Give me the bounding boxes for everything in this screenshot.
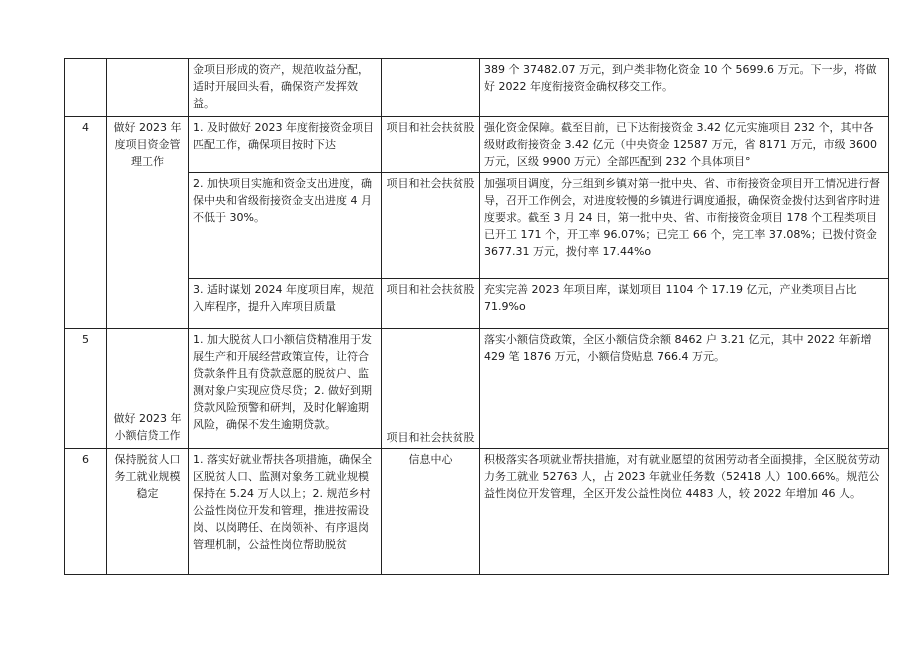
progress-cell: 积极落实各项就业帮扶措施，对有就业愿望的贫困劳动者全面摸排，全区脱贫劳动力务工就业 52763 人，占 2023 年就业任务数（52418 人）100.66%。规范公益性岗位开发管理，全区开发公益性岗位 4483 人，较 2022 年增加 46 人。 [480,449,889,575]
measure-cell: 金项目形成的资产，规范收益分配，适时开展回头看，确保资产发挥效益。 [189,59,382,117]
table-row [65,279,889,329]
task-name: 做好 2023 年小额信贷工作 [107,329,189,449]
measure-cell: 1. 加大脱贫人口小额信贷精准用于发展生产和开展经营政策宣传，让符合贷款条件且有贷款意愿的脱贫户、监测对象户实现应贷尽贷；2. 做好到期贷款风险预警和研判，及时化解逾期风险，确保不发生逾期贷款。 [189,329,382,449]
progress-cell: 落实小额信贷政策，全区小额信贷余额 8462 户 3.21 亿元，其中 2022 年新增 429 笔 1876 万元，小额信贷贴息 766.4 万元。 [480,329,889,449]
row-number: 4 [65,117,107,329]
table-row [65,449,889,575]
work-progress-table [64,58,889,575]
department-cell: 项目和社会扶贫股 [382,279,480,329]
task-cell [107,59,189,117]
department-cell: 项目和社会扶贫股 [382,329,480,449]
progress-cell: 389 个 37482.07 万元，到户类非物化资金 10 个 5699.6 万元。下一步，将做好 2022 年度衔接资金确权移交工作。 [480,59,889,117]
measure-cell: 2. 加快项目实施和资金支出进度，确保中央和省级衔接资金支出进度 4 月不低于 30%。 [189,173,382,279]
task-name: 做好 2023 年度项目资金管理工作 [107,117,189,329]
measure-cell: 1. 落实好就业帮扶各项措施，确保全区脱贫人口、监测对象务工就业规模保持在 5.24 万人以上；2. 规范乡村公益性岗位开发和管理，推进按需设岗、以岗聘任、在岗领补、有序退岗管理机制，公益性岗位帮助脱贫 [189,449,382,575]
table-row [65,329,889,449]
table-row [65,173,889,279]
department-cell [382,59,480,117]
table-row [65,117,889,173]
table-row [65,59,889,117]
row-number: 6 [65,449,107,575]
progress-cell: 加强项目调度，分三组到乡镇对第一批中央、省、市衔接资金项目开工情况进行督导，召开工作例会，对进度较慢的乡镇进行调度通报，确保资金拨付达到省序时进度要求。截至 3 月 24 日，第一批中央、省、市衔接资金项目 178 个工程类项目已开工 171 个，开工率 96.07%；已完工 66 个，完工率 37.08%；已拨付资金 3677.31 万元，拨付率 17.44%o [480,173,889,279]
department-cell: 项目和社会扶贫股 [382,117,480,173]
row-number: 5 [65,329,107,449]
department-cell: 信息中心 [382,449,480,575]
measure-cell: 1. 及时做好 2023 年度衔接资金项目匹配工作，确保项目按时下达 [189,117,382,173]
number-cell [65,59,107,117]
progress-cell: 充实完善 2023 年项目库，谋划项目 1104 个 17.19 亿元，产业类项目占比 71.9%o [480,279,889,329]
department-cell: 项目和社会扶贫股 [382,173,480,279]
progress-cell: 强化资金保障。截至目前，已下达衔接资金 3.42 亿元实施项目 232 个，其中各级财政衔接资金 3.42 亿元（中央资金 12587 万元，省 8171 万元，市级 3600 万元，区级 9900 万元）全部匹配到 232 个具体项目° [480,117,889,173]
task-name: 保持脱贫人口务工就业规模稳定 [107,449,189,575]
measure-cell: 3. 适时谋划 2024 年度项目库，规范入库程序，提升入库项目质量 [189,279,382,329]
